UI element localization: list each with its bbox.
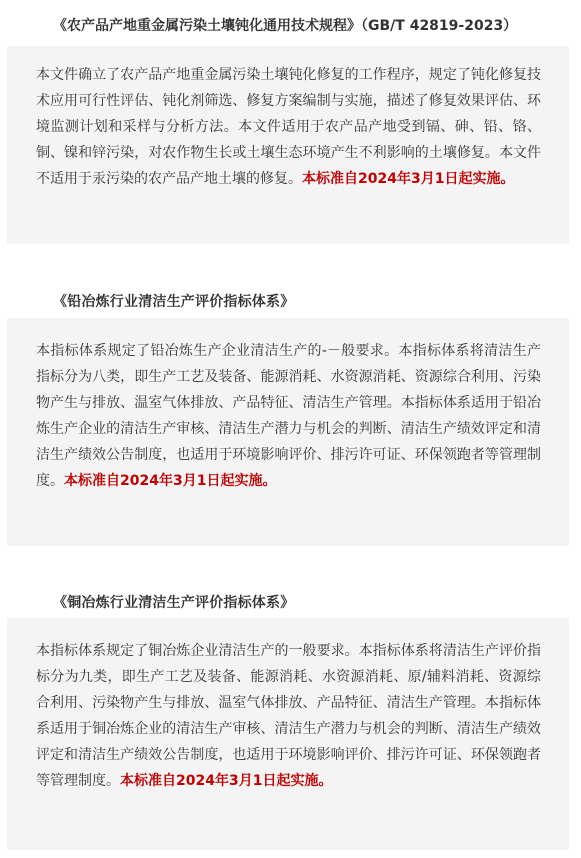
- section-summary-box: [7, 318, 569, 546]
- section-title: 《农产品产地重金属污染土壤钝化通用技术规程》（GB/T 42819-2023）: [53, 18, 518, 34]
- section-summary-box: [7, 46, 569, 244]
- section-title: 《铜冶炼行业清洁生产评价指标体系》: [53, 595, 295, 611]
- effective-date-notice: 本标准自2024年3月1日起实施。: [64, 473, 277, 489]
- section-summary: [36, 338, 541, 494]
- section-summary-box: [7, 618, 569, 850]
- section-title: 《铅冶炼行业清洁生产评价指标体系》: [53, 294, 295, 310]
- summary-text: 本指标体系规定了铜冶炼企业清洁生产的一般要求。本指标体系将清洁生产评价指标分为九类，即生产工艺及装备、能源消耗、水资源消耗、原/辅料消耗、资源综合利用、污染物产生与排放、温室气体排放、产品特征、清洁生产管理。本指标体系适用于铜冶炼企业的清洁生产审核、清洁生产潜力与机会的判断、清洁生产绩效评定和清洁生产绩效公告制度，也适用于环境影响评价、排污许可证、环保领跑者等管理制度。: [36, 643, 541, 789]
- effective-date-notice: 本标准自2024年3月1日起实施。: [302, 171, 515, 187]
- section-summary: [36, 62, 541, 192]
- summary-text: 本指标体系规定了铅冶炼生产企业清洁生产的-－般要求。本指标体系将清洁生产指标分为八类，即生产工艺及装备、能源消耗、水资源消耗、资源综合利用、污染物产生与排放、温室气体排放、产品特征、清洁生产管理。本指标体系适用于铅冶炼生产企业的清洁生产审核、清洁生产潜力与机会的判断、清洁生产绩效评定和清洁生产绩效公告制度，也适用于环境影响评价、排污许可证、环保领跑者等管理制度。: [36, 343, 541, 489]
- effective-date-notice: 本标准自2024年3月1日起实施。: [120, 773, 333, 789]
- summary-text: 本文件确立了农产品产地重金属污染土壤钝化修复的工作程序，规定了钝化修复技术应用可行性评估、钝化剂筛选、修复方案编制与实施，描述了修复效果评估、环境监测计划和采样与分析方法。本文件适用于农产品产地受到镉、砷、铅、铬、铜、镍和锌污染，对农作物生长或土壤生态环境产生不利影响的土壤修复。本文件不适用于汞污染的农产品产地土壤的修复。: [36, 67, 541, 187]
- section-summary: [36, 638, 541, 794]
